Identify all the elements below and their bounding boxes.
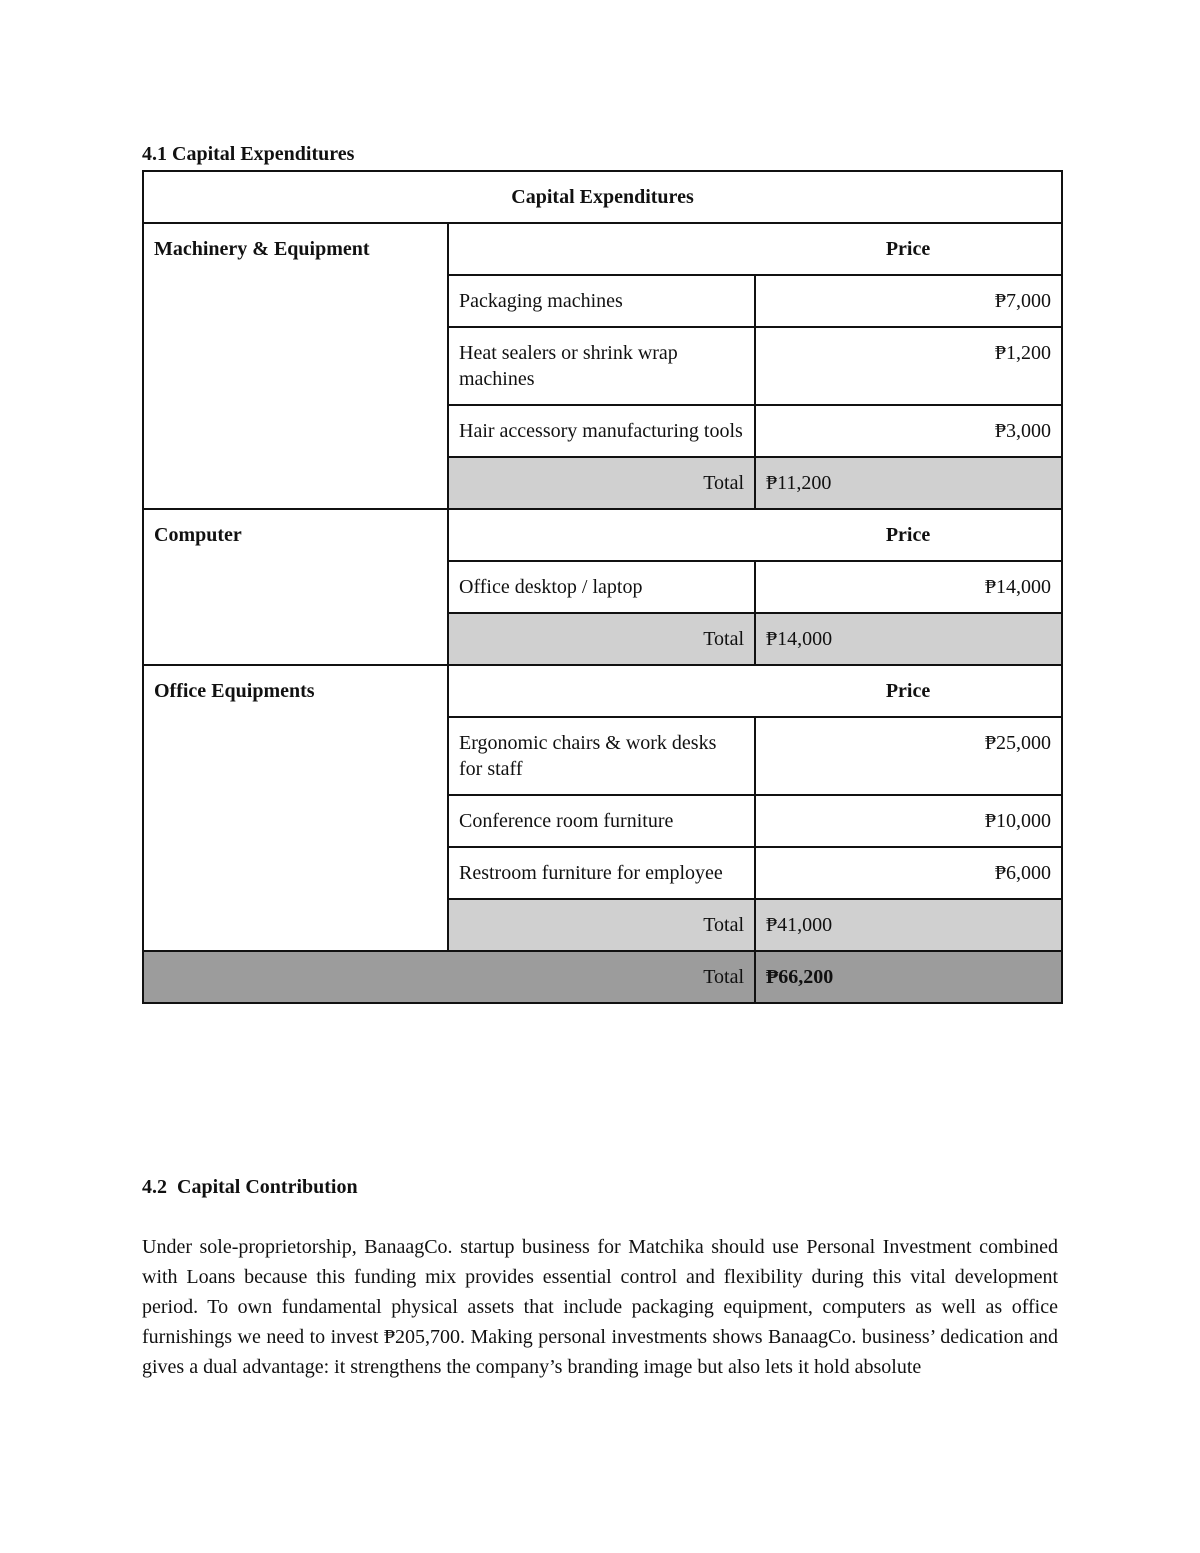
item-name: Hair accessory manufacturing tools — [448, 405, 755, 457]
grand-total-label: Total — [143, 951, 755, 1003]
item-price: ₱3,000 — [755, 405, 1062, 457]
section-heading-capital-contribution: 4.2 Capital Contribution — [142, 1176, 358, 1198]
item-price: ₱14,000 — [755, 561, 1062, 613]
table-title: Capital Expenditures — [143, 171, 1062, 223]
item-name: Ergonomic chairs & work desks for staff — [448, 717, 755, 795]
table-row — [143, 665, 1062, 717]
capital-expenditures-table — [142, 170, 1063, 1004]
item-name: Packaging machines — [448, 275, 755, 327]
category-machinery-equipment: Machinery & Equipment — [143, 223, 448, 509]
capital-contribution-paragraph: Under sole-proprietorship, BanaagCo. startup business for Matchika should use Personal Investment combined with Loans because this funding mix provides essential control and flexibility during this vital development period. To own fundamental physical assets that include packaging equipment, computers as well as office furnishings we need to invest ₱205,700. Making personal investments shows BanaagCo. business’ dedication and gives a dual advantage: it strengthens the company’s branding image but also lets it hold absolute — [142, 1236, 1058, 1378]
item-name: Restroom furniture for employee — [448, 847, 755, 899]
item-name: Heat sealers or shrink wrap machines — [448, 327, 755, 405]
table-title-row — [143, 171, 1062, 223]
item-price: ₱1,200 — [755, 327, 1062, 405]
price-header: Price — [448, 223, 1062, 275]
price-header: Price — [448, 665, 1062, 717]
table-row — [143, 509, 1062, 561]
subtotal-value: ₱11,200 — [755, 457, 1062, 509]
grand-total-row — [143, 951, 1062, 1003]
item-price: ₱25,000 — [755, 717, 1062, 795]
category-office-equipments: Office Equipments — [143, 665, 448, 951]
category-computer: Computer — [143, 509, 448, 665]
grand-total-value: ₱66,200 — [755, 951, 1062, 1003]
price-header: Price — [448, 509, 1062, 561]
item-price: ₱7,000 — [755, 275, 1062, 327]
subtotal-label: Total — [448, 457, 755, 509]
item-name: Office desktop / laptop — [448, 561, 755, 613]
table-row — [143, 223, 1062, 275]
item-price: ₱10,000 — [755, 795, 1062, 847]
subtotal-value: ₱14,000 — [755, 613, 1062, 665]
item-name: Conference room furniture — [448, 795, 755, 847]
subtotal-label: Total — [448, 899, 755, 951]
section-heading-capital-expenditures: 4.1 Capital Expenditures — [142, 143, 355, 165]
subtotal-value: ₱41,000 — [755, 899, 1062, 951]
subtotal-label: Total — [448, 613, 755, 665]
item-price: ₱6,000 — [755, 847, 1062, 899]
